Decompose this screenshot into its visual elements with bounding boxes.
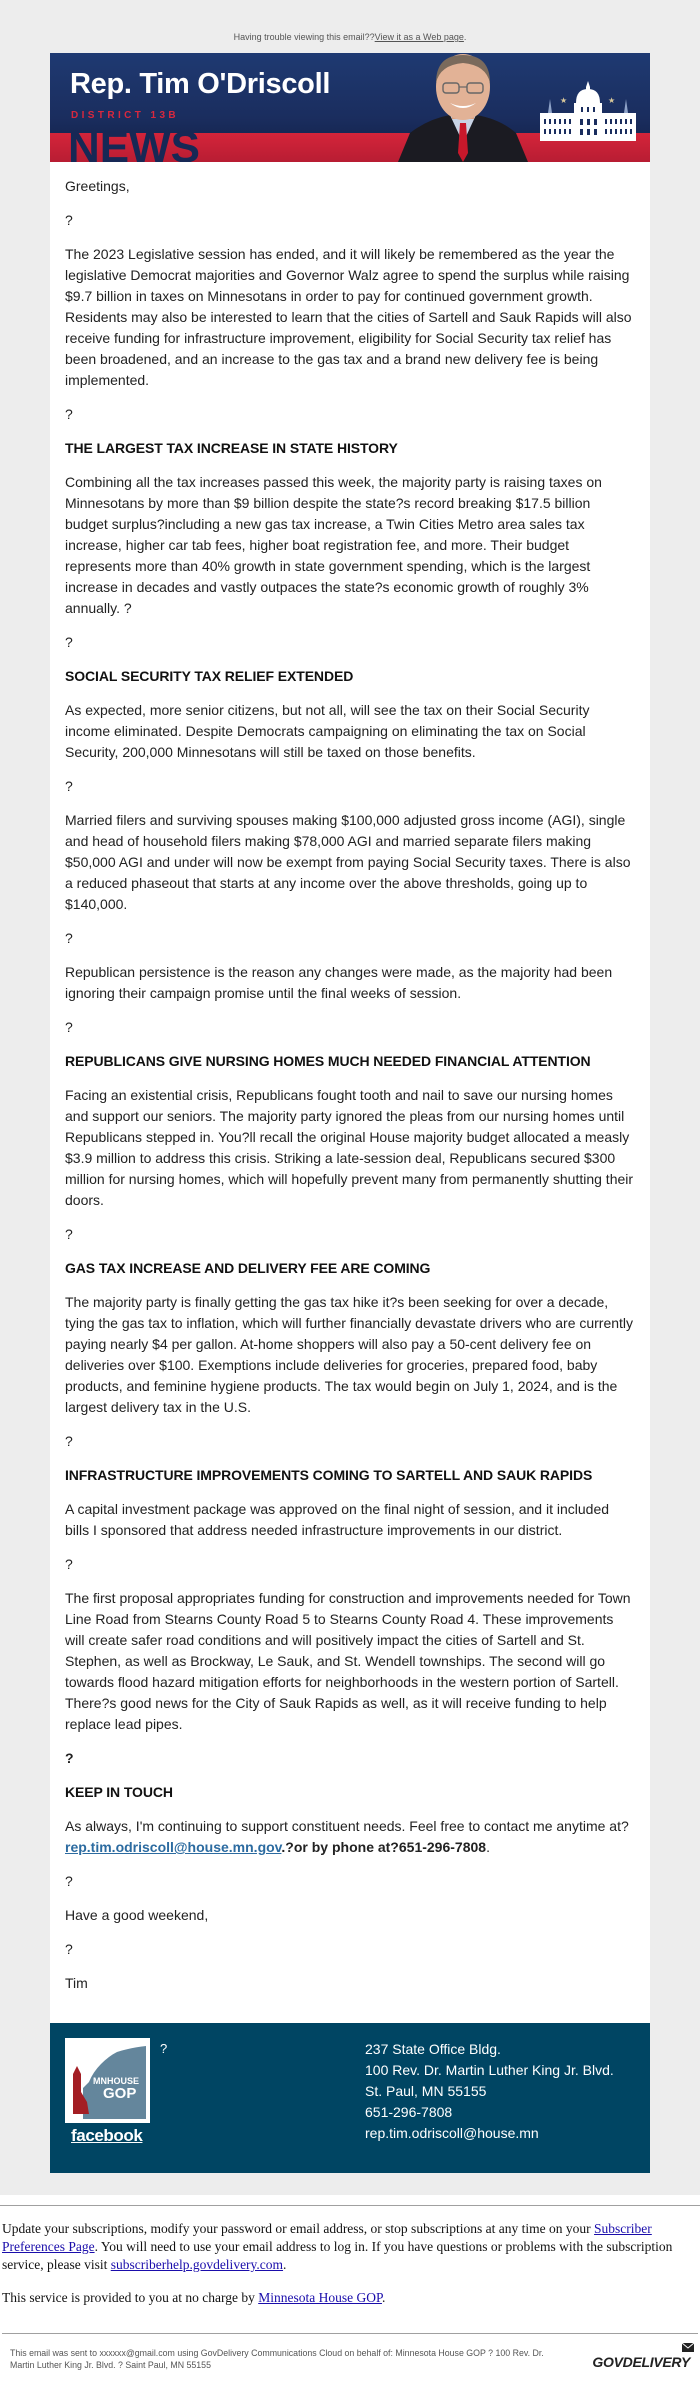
spacer: ? bbox=[65, 1556, 73, 1572]
spacer: ? bbox=[65, 1873, 73, 1889]
subscription-text bbox=[2, 2220, 698, 2274]
preheader-suffix: . bbox=[463, 32, 467, 42]
subscription-text-part: . You will need to use your email address to log in. If you have questions or problems with the subscription service, please visit bbox=[2, 2239, 673, 2272]
footer-email: rep.tim.odriscoll@house.mn bbox=[365, 2125, 539, 2141]
greeting: Greetings, bbox=[65, 178, 130, 194]
spacer: ? bbox=[65, 778, 73, 794]
representative-portrait bbox=[388, 53, 538, 162]
contact-text: . bbox=[486, 1839, 490, 1855]
spacer: ? bbox=[65, 1750, 74, 1766]
govdelivery-logo[interactable] bbox=[592, 2354, 690, 2370]
provided-text-part: This service is provided to you at no charge by bbox=[2, 2290, 259, 2305]
email-link[interactable]: rep.tim.odriscoll@house.mn.gov bbox=[65, 1839, 282, 1855]
view-web-page-link[interactable]: View it as a Web page bbox=[374, 32, 464, 42]
legal-footer bbox=[2, 2333, 698, 2389]
spacer: ? bbox=[65, 1433, 73, 1449]
mn-house-gop-logo-icon bbox=[69, 2042, 146, 2119]
section-heading-gas-tax: GAS TAX INCREASE AND DELIVERY FEE ARE COMING bbox=[65, 1260, 431, 1276]
banner-district: DISTRICT 13B bbox=[71, 110, 180, 121]
section-paragraph: A capital investment package was approved on the final night of session, and it included bills I sponsored that address needed infrastructure improvements in our district. bbox=[65, 1501, 610, 1538]
spacer: ? bbox=[65, 930, 73, 946]
provided-by-text bbox=[2, 2289, 698, 2307]
closing: Have a good weekend, bbox=[65, 1907, 209, 1923]
subscriber-preferences-link[interactable]: Subscriber Preferences Page bbox=[2, 2221, 652, 2254]
section-paragraph: Married filers and surviving spouses making $100,000 adjusted gross income (AGI), single and head of household filers making $78,000 AGI and married separate filers making $50,000 AGI and under will now be exempt from paying Social Security taxes. There is also a reduced phaseout that starts at any income over the above thresholds, going up to $140,000. bbox=[65, 812, 631, 912]
spacer: ? bbox=[160, 2041, 168, 2056]
capitol-building-icon bbox=[540, 81, 636, 141]
spacer: ? bbox=[65, 212, 73, 228]
minnesota-house-gop-link[interactable]: Minnesota House GOP bbox=[258, 2290, 382, 2305]
address-line: 100 Rev. Dr. Martin Luther King Jr. Blvd. bbox=[365, 2062, 614, 2078]
contact-paragraph bbox=[65, 1816, 635, 1858]
govdelivery-brand: GOVDELIVERY bbox=[592, 2354, 690, 2370]
contact-text: As always, I'm continuing to support constituent needs. Feel free to contact me anytime at? bbox=[65, 1818, 629, 1834]
svg-text:MNHOUSE: MNHOUSE bbox=[93, 2076, 140, 2086]
section-heading-infrastructure: INFRASTRUCTURE IMPROVEMENTS COMING TO SARTELL AND SAUK RAPIDS bbox=[65, 1467, 593, 1483]
banner-news: NEWS bbox=[68, 123, 200, 162]
provided-text-part: . bbox=[381, 2290, 386, 2305]
section-heading-tax-increase: THE LARGEST TAX INCREASE IN STATE HISTORY bbox=[65, 440, 398, 456]
section-heading-keep-in-touch: KEEP IN TOUCH bbox=[65, 1784, 173, 1800]
svg-text:★: ★ bbox=[608, 96, 616, 105]
section-paragraph: Facing an existential crisis, Republicans fought tooth and nail to save our nursing homes and support our seniors. The majority party ignored the pleas from our nursing homes until Republicans stepped in. You?ll recall the original House majority budget allocated a measly $3.9 million to address this crisis. Striking a late-session deal, Republicans secured $300 million for nursing homes, which will hopefully prevent many from permanently shutting their doors. bbox=[65, 1087, 634, 1208]
section-paragraph: The majority party is finally getting the gas tax hike it?s been seeking for over a decade, tying the gas tax to inflation, which will further financially devastate drivers who are currently paying nearly $4 per gallon. At-home shoppers will also pay a 50-cent delivery fee on deliveries over $100. Exemptions include deliveries for groceries, prepared food, baby products, and feminine hygiene products. The tax would begin on July 1, 2024, and is the largest delivery tax in the U.S. bbox=[65, 1294, 634, 1415]
section-paragraph: As expected, more senior citizens, but not all, will see the tax on their Social Security income eliminated. Despite Democrats campaigning on eliminating the tax on Social Security, 200,000 Minnesotans will still be taxed on those benefits. bbox=[65, 702, 590, 760]
email-body bbox=[50, 162, 650, 2023]
contact-text: .?or by phone at? bbox=[281, 1839, 399, 1855]
address-line: St. Paul, MN 55155 bbox=[365, 2083, 487, 2099]
phone-number: 651-296-7808 bbox=[398, 1839, 487, 1855]
spacer: ? bbox=[65, 1019, 73, 1035]
spacer: ? bbox=[65, 634, 73, 650]
mnhouse-gop-logo-link[interactable] bbox=[65, 2038, 150, 2123]
intro-paragraph: The 2023 Legislative session has ended, and it will likely be remembered as the year the legislative Democrat majorities and Governor Walz agree to spend the surplus while raising $9.7 billion in taxes on Minnesotans in order to pay for continued government growth. Residents may also be interested to learn that the cities of Sartell and Sauk Rapids will also receive funding for infrastructure improvement, eligibility for Social Security tax relief has been broadened, and an increase to the gas tax and a brand new delivery fee is being implemented. bbox=[65, 246, 632, 388]
spacer: ? bbox=[65, 1226, 73, 1242]
subscription-text-part: Update your subscriptions, modify your password or email address, or stop subscriptions at any time on your bbox=[2, 2221, 595, 2236]
office-address bbox=[365, 2039, 614, 2144]
subscription-text-part: . bbox=[283, 2257, 287, 2272]
section-paragraph: The first proposal appropriates funding for construction and improvements needed for Town Line Road from Stearns County Road 5 to Stearns County Road 4. These improvements will create safer road conditions and will positively impact the cities of Sartell and St. Stephen, as well as Brockway, Le Sauk, and St. Wendell townships. The second will go towards flood hazard mitigation efforts for neighborhoods in the western portion of Sartell. There?s good news for the City of Sauk Rapids as well, as it will receive funding to help replace lead pipes. bbox=[65, 1590, 631, 1732]
subscription-footer bbox=[0, 2205, 700, 2307]
subscriber-help-link[interactable]: subscriberhelp.govdelivery.com bbox=[110, 2257, 284, 2272]
header-banner bbox=[50, 53, 650, 162]
spacer: ? bbox=[65, 406, 73, 422]
legal-text: This email was sent to xxxxxx@gmail.com using GovDelivery Communications Cloud on behalf of: Minnesota House GOP ? 100 Rev. Dr. Martin Luther King Jr. Blvd. ? Saint Paul, MN 55155 bbox=[10, 2348, 544, 2370]
facebook-link[interactable]: facebook bbox=[71, 2126, 143, 2145]
address-line: 237 State Office Bldg. bbox=[365, 2041, 501, 2057]
spacer: ? bbox=[65, 1941, 73, 1957]
section-paragraph: Republican persistence is the reason any changes were made, as the majority had been ignoring their campaign promise until the final weeks of session. bbox=[65, 964, 613, 1001]
contact-footer bbox=[50, 2023, 650, 2173]
preheader-text: Having trouble viewing this email?? bbox=[233, 32, 375, 42]
svg-text:GOP: GOP bbox=[103, 2085, 137, 2102]
signature: Tim bbox=[65, 1975, 88, 1991]
section-heading-social-security: SOCIAL SECURITY TAX RELIEF EXTENDED bbox=[65, 668, 354, 684]
section-heading-nursing-homes: REPUBLICANS GIVE NURSING HOMES MUCH NEEDED FINANCIAL ATTENTION bbox=[65, 1053, 591, 1069]
envelope-icon bbox=[682, 2343, 694, 2353]
section-paragraph: Combining all the tax increases passed this week, the majority party is raising taxes on Minnesotans by more than $9 billion despite the state?s record breaking $17.5 billion budget surplus?including a new gas tax increase, a Twin Cities Metro area sales tax increase, higher car tab fees, higher boat registration fee, and more. Their budget represents more than 40% growth in state government spending, which is the largest increase in decades and vastly outpaces the state?s economic growth of roughly 3% annually. ? bbox=[65, 474, 602, 616]
svg-text:★: ★ bbox=[560, 96, 568, 105]
banner-title: Rep. Tim O'Driscoll bbox=[70, 68, 331, 100]
footer-phone: 651-296-7808 bbox=[365, 2104, 453, 2120]
preheader bbox=[0, 30, 700, 44]
